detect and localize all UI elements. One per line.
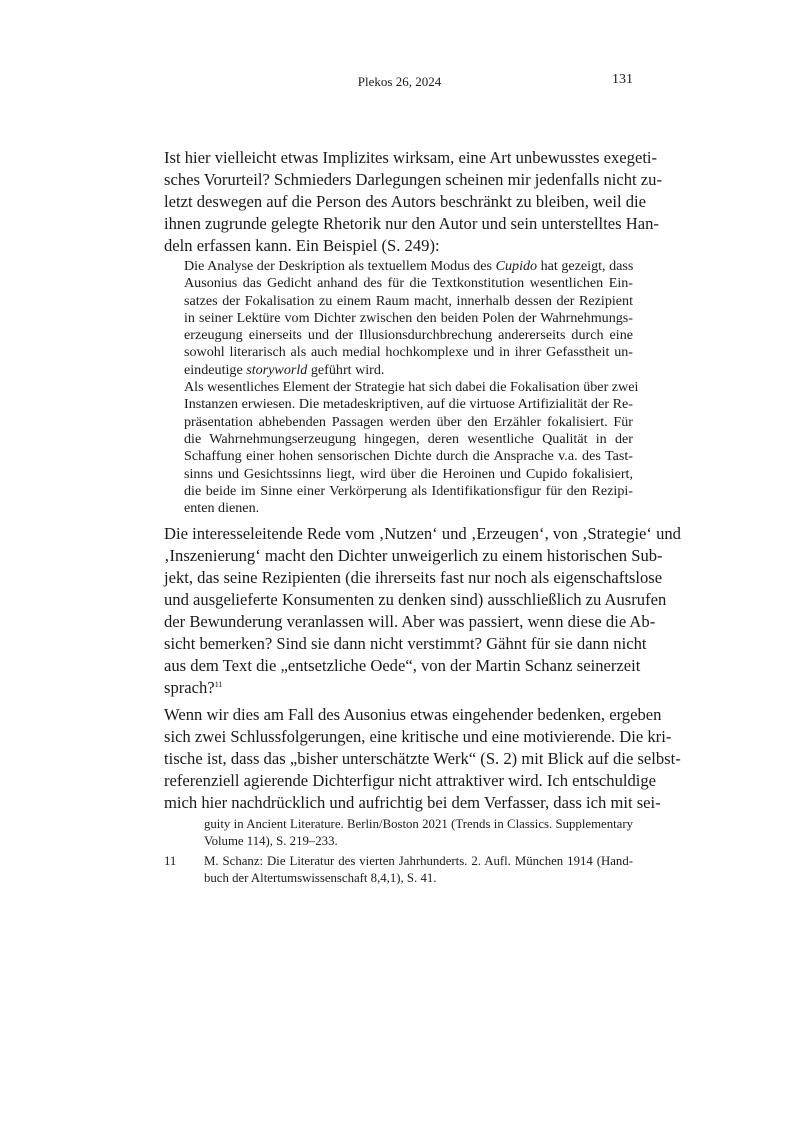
text-line: ‚Inszenierung‘ macht den Dichter unweigerlich zu einem historischen Sub- [164, 546, 663, 565]
text-line: der Bewunderung veranlassen will. Aber was passiert, wenn diese die Ab- [164, 612, 656, 631]
footnote-11 [204, 853, 633, 887]
text-line: buch der Altertumswissenschaft 8,4,1), S. 41. [204, 871, 437, 885]
italic-term: storyworld [246, 361, 308, 378]
text-line: die beide im Sinne einer Verkörperung als Identifikationsfigur für den Rezipi- [184, 482, 633, 499]
body-paragraph [164, 704, 681, 814]
text-line: sich zwei Schlussfolgerungen, eine kritische und eine motivierende. Die kri- [164, 727, 672, 746]
text-line [184, 362, 633, 379]
page-number: 131 [612, 72, 633, 87]
body-paragraph [164, 523, 681, 699]
text-span: sprach? [164, 678, 215, 697]
italic-term: Cupido [495, 258, 538, 274]
text-line: ihnen zugrunde gelegte Rhetorik nur den Autor und sein unterstelltes Han- [164, 214, 659, 233]
text-line: und ausgelieferte Konsumenten zu denken sind) ausschließlich zu Ausrufen [164, 590, 667, 609]
text-line: Als wesentliches Element der Strategie hat sich dabei die Fokalisation über zwei [184, 379, 639, 396]
block-quote-paragraph [184, 258, 633, 379]
text-line: erzeugung einerseits und der Illusionsdurchbrechung andererseits durch eine [184, 327, 633, 344]
text-line: aus dem Text die „entsetzliche Oede“, von der Martin Schanz seinerzeit [164, 656, 641, 675]
text-line: guity in Ancient Literature. Berlin/Boston 2021 (Trends in Classics. Supplementary [204, 817, 633, 831]
text-line [184, 258, 633, 275]
text-line: sinns und Gesichtssinns liegt, wird über die Heroinen und Cupido fokalisiert, [184, 465, 633, 482]
text-line: in seiner Lektüre vom Dichter zwischen den beiden Polen der Wahrnehmungs- [184, 309, 633, 326]
text-line: sches Vorurteil? Schmieders Darlegungen scheinen mir jedenfalls nicht zu- [164, 170, 662, 189]
text-line: Ausonius das Gedicht anhand des für die Textkonstitution wesentlichen Ein- [184, 275, 633, 292]
text-line: tische ist, dass das „bisher unterschätzte Werk“ (S. 2) mit Blick auf die selbst- [164, 749, 681, 768]
text-line: mich hier nachdrücklich und aufrichtig bei dem Verfasser, dass ich mit sei- [164, 793, 661, 812]
text-line: Wenn wir dies am Fall des Ausonius etwas eingehender bedenken, ergeben [164, 705, 662, 724]
text-line: Instanzen erwiesen. Die metadeskriptiven, auf die virtuose Artifizialität der Re- [184, 396, 633, 413]
text-span: eindeutige [184, 361, 247, 378]
text-line: M. Schanz: Die Literatur des vierten Jahrhunderts. 2. Aufl. München 1914 (Hand- [204, 854, 633, 868]
text-line: Ist hier vielleicht etwas Implizites wirksam, eine Art unbewusstes exegeti- [164, 148, 658, 167]
body-paragraph [164, 147, 662, 257]
text-line: referenziell agierende Dichterfigur nicht attraktiver wird. Ich entschuldige [164, 771, 657, 790]
running-title: Plekos 26, 2024 [357, 74, 442, 89]
footnote-number: 11 [164, 854, 177, 868]
text-line: jekt, das seine Rezipienten (die ihrerseits fast nur noch als eigenschaftslose [164, 568, 663, 587]
footnote-reference: 11 [214, 680, 223, 689]
text-line: satzes der Fokalisation zu einem Raum macht, innerhalb dessen der Rezipient [184, 292, 633, 309]
text-span: Die Analyse der Deskription als textuellem Modus des [184, 258, 496, 274]
text-line [164, 677, 633, 699]
text-line: Volume 114), S. 219–233. [204, 834, 338, 848]
block-quote-paragraph [184, 379, 639, 517]
text-line: sicht bemerken? Sind sie dann nicht verstimmt? Gähnt für sie dann nicht [164, 634, 647, 653]
text-line: Schaffung einer hohen sensorischen Dichte durch die Ansprache v.a. des Tast- [184, 448, 633, 465]
footnote-continuation [204, 816, 633, 850]
text-line: die Wahrnehmungserzeugung hingegen, deren wesentliche Qualität in der [184, 430, 633, 447]
text-line: enten dienen. [184, 500, 260, 517]
text-span: hat gezeigt, dass [537, 258, 634, 274]
text-line: präsentation abhebenden Passagen werden über den Erzähler fokalisiert. Für [184, 413, 633, 430]
text-line: deln erfassen kann. Ein Beispiel (S. 249): [164, 236, 440, 255]
text-span: geführt wird. [307, 361, 385, 378]
text-line: Die interesseleitende Rede vom ‚Nutzen‘ und ‚Erzeugen‘, von ‚Strategie‘ und [164, 524, 681, 543]
text-line: letzt deswegen auf die Person des Autors beschränkt zu bleiben, weil die [164, 192, 646, 211]
text-line: sowohl literarisch als auch medial hochkomplexe und in ihrer Gefasstheit un- [184, 344, 633, 361]
